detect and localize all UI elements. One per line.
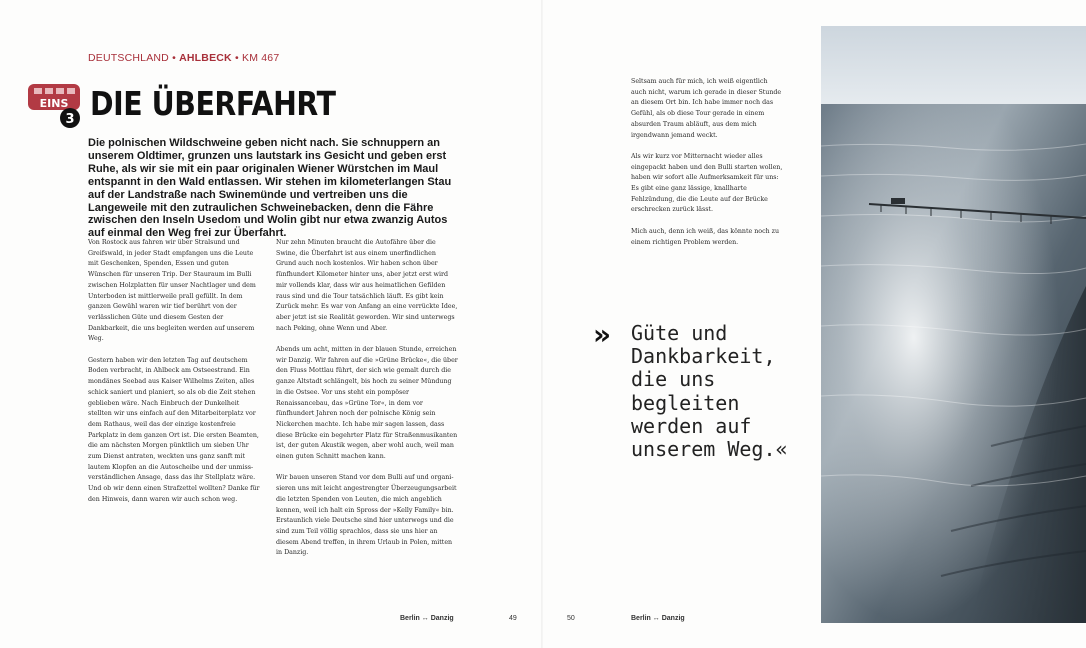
sea-pier-photo xyxy=(821,26,1086,623)
pullquote: Güte und Dankbarkeit, die uns begleiten werden auf unserem Weg.« xyxy=(631,321,788,462)
body-paragraph: Mich auch, denn ich weiß, das könnte noch zu einem richtigen Problem werden. xyxy=(631,227,780,246)
kicker-separator-2: • xyxy=(234,52,239,64)
page-number-left: 49 xyxy=(509,615,517,622)
body-paragraph: Nur zehn Minuten braucht die Autofähre über die Swine, die Überfahrt ist aus einem unerfindlichen Grund auch noch kostenlos. Wir haben schon über fünfhundert Kilometer hinter uns, aber jetzt erst wird mir vollends klar, dass wir aus heimatlichen Gefilden raus sind und die Tour tatsächlich läuft. Es gibt kein Zurück mehr. Es war von Anfang an eine verrückte Idee, aber jetzt ist sie Realität geworden. Wir sind unterwegs nach Peking, ohne Wenn und Aber. xyxy=(276,239,458,332)
location-kicker xyxy=(88,52,279,64)
body-paragraph: Wir bauen unseren Stand vor dem Bulli auf und organisieren uns mit leicht angestrengter Überzeugungsarbeit die letzten Spenden von Leuten, die mich angeblich kennen, weil ich halt ein Spross der »Kelly Family« bin. Erstaunlich viele Deutsche sind hier unterwegs und die sind zum Teil völlig sprachlos, dass sie uns hier an diesem Abend treffen, in ihrem Urlaub in Polen, mitten in Danzig. xyxy=(276,474,457,557)
kicker-separator: • xyxy=(172,52,176,64)
pullquote-mark-icon: » xyxy=(593,318,606,351)
lead-paragraph: Die polnischen Wildschweine geben nicht nach. Sie schnuppern an unserem Oldtimer, grunzen uns lautstark ins Gesicht und geben erst Ruhe, als wir sie mit ein paar originalen Wiener Würstchen im Maul entspannt in den Wald entlassen. Wir stehen im kilometerlangen Stau auf der Landstraße nach Swinemünde und vertreiben uns die Langeweile mit den zutraulichen Schweinebacken, denn die Fähre zwischen den Inseln Usedom und Wolin gibt nur etwa zwanzig Autos auf einmal den Weg frei zur Überfahrt. xyxy=(88,137,452,240)
kicker-km: KM 467 xyxy=(241,52,280,64)
footer-right-label: Berlin ↔ Danzig xyxy=(631,615,685,622)
body-paragraph: Seltsam auch für mich, ich weiß eigentlich auch nicht, warum ich gerade in dieser Stunde an diesem Ort bin. Ich habe immer noch das Gefühl, als ob diese Tour gerade in einem absurden Traum abläuft, aus dem mich irgendwann jemand weckt. xyxy=(631,78,782,139)
badge-number: 3 xyxy=(65,112,75,127)
body-column-1 xyxy=(88,238,263,516)
footer-left-label: Berlin ↔ Danzig xyxy=(400,615,454,622)
body-column-2 xyxy=(276,238,458,570)
body-paragraph: Von Rostock aus fahren wir über Stralsund und Greifswald, in jeder Stadt empfangen uns die Leute mit Geschenken, Spenden, Essen und guten Wünschen für unseren Trip. Der Stauraum im Bulli zwischen Holzplatten für unser Nachtlager und dem Unterboden ist mittlerweile prall gefüllt. In dem ganzen Gewühl waren wir tief berührt von der verlässlichen Güte und diesem Gesten der Dankbarkeit, die uns begleiten werden auf unserem Weg. xyxy=(88,239,256,343)
article-title: DIE ÜBERFAHRT xyxy=(90,84,336,123)
badge-label: EINS xyxy=(39,97,69,110)
kicker-country: DEUTSCHLAND xyxy=(88,52,169,64)
chapter-badge-icon xyxy=(26,80,86,128)
page-number-right: 50 xyxy=(567,615,575,622)
body-paragraph: Als wir kurz vor Mitternacht wieder alles eingepackt haben und den Bulli starten wollen, haben wir sofort alle Aufmerksamkeit für uns: Es gibt eine ganz lässige, knallharte Fehlzündung, die die Leute auf der Brücke erschrecken zurück lässt. xyxy=(631,152,783,214)
body-column-3 xyxy=(631,77,783,259)
kicker-city: AHLBECK xyxy=(179,52,232,64)
body-paragraph: Abends um acht, mitten in der blauen Stunde, erreichen wir Danzig. Wir fahren auf die »Grüne Brücke«, die über den Fluss Mottlau führt, der sich wie gemalt durch die ganze Altstadt schlängelt, bis hoch zu seiner Mündung in die Ostsee. Vor uns steht ein pompöser Renaissancebau, das »Grüne Tor«, in dem vor fünfhundert Jahren noch der polnische König sein Nickerchen machte. Ich habe mir sagen lassen, dass diese Brücke ein begehrter Platz für Straßenmusikanten ist, der guten Akustik wegen, aber wohl auch, weil man einen guten Schnitt machen kann. xyxy=(276,346,458,461)
body-paragraph: Gestern haben wir den letzten Tag auf deutschem Boden verbracht, in Ahlbeck am Ostseestrand. Ein mondänes Seebad aus Kaiser Wilhelms Zeiten, alles schick saniert und planiert, so als ob die Zeit stehen geblieben wäre. Nach Einbruch der Dunkelheit stellten wir uns einfach auf den Mitarbeiterplatz vor dem Rathaus, weil das der einzige kostenfreie Parkplatz in dem ganzen Ort ist. Die ersten Beamten, die am nächsten Morgen pünktlich um sieben Uhr zum Dienst antraten, weckten uns ganz sanft mit lautem Klopfen an die Autoscheibe und der unmissverständlichen Ansage, dass das ihr Stellplatz wäre. Und ob wir denn einen Strafzettel wollten? Danke für den Hinweis, dann waren wir auch schon weg. xyxy=(88,356,260,503)
